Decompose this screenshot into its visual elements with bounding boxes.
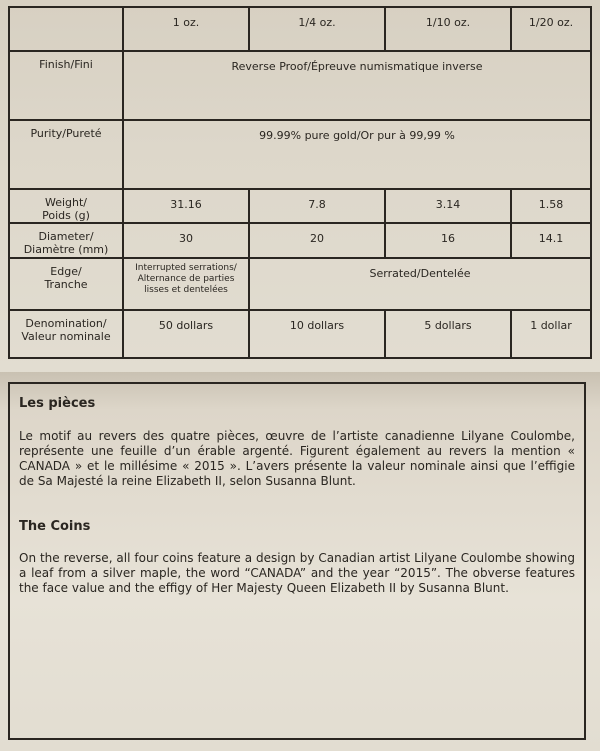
diameter-value: 14.1 [511,223,591,258]
purity-row [9,120,591,189]
finish-value: Reverse Proof/Épreuve numismatique inverse [123,51,591,119]
diameter-value: 16 [385,223,511,258]
finish-row [9,51,591,119]
column-header: 1/10 oz. [385,7,511,51]
edge-label-line: Tranche [44,278,88,292]
description-box [8,382,586,740]
diameter-label-line: Diameter/ [38,230,94,244]
header-row [9,7,591,51]
french-body: Le motif au revers des quatre pièces, œuvre de l’artiste canadienne Lilyane Coulombe, représente une feuille d’un érable argenté. Figurent également au revers la mention « CANADA » et le millésime « 2015 ». L’avers présente la valeur nominale ainsi que l’effigie de Sa Majesté la reine Elizabeth II, selon Susanna Blunt. [19,429,575,488]
denomination-label-line: Denomination/ [25,316,107,330]
column-header: 1/4 oz. [249,7,385,51]
weight-value: 3.14 [385,189,511,223]
denomination-value: 10 dollars [249,310,385,358]
weight-label-line: Poids (g) [42,209,90,223]
weight-row [9,189,591,223]
weight-value: 1.58 [511,189,591,223]
diameter-value: 20 [249,223,385,258]
diameter-value: 30 [123,223,249,258]
denomination-value: 5 dollars [385,310,511,358]
edge-first-line: lisses et dentelées [144,285,228,296]
purity-value: 99.99% pure gold/Or pur à 99,99 % [123,120,591,189]
purity-label: Purity/Pureté [9,120,123,189]
english-body: On the reverse, all four coins feature a design by Canadian artist Lilyane Coulombe showing a leaf from a silver maple, the word “CANADA” and the year “2015”. The obverse features the face value and the effigy of Her Majesty Queen Elizabeth II by Susanna Blunt. [19,551,575,595]
edge-row [9,258,591,309]
edge-first-line: Alternance de parties [137,274,235,285]
edge-label [9,258,123,309]
weight-label-line: Weight/ [44,196,88,210]
weight-label [9,189,123,223]
edge-first-line: Interrupted serrations/ [135,263,237,274]
column-header: 1 oz. [123,7,249,51]
denomination-label-line: Valeur nominale [21,329,111,343]
column-header: 1/20 oz. [511,7,591,51]
finish-label: Finish/Fini [9,51,123,119]
denomination-value: 1 dollar [511,310,591,358]
diameter-label [9,223,123,258]
english-title: The Coins [19,519,91,534]
french-title: Les pièces [19,396,96,411]
edge-value-rest: Serrated/Dentelée [249,258,591,309]
edge-value-first [123,258,249,309]
weight-value: 7.8 [249,189,385,223]
corner-cell [9,7,123,51]
weight-value: 31.16 [123,189,249,223]
denomination-label [9,310,123,358]
coin-spec-table [8,6,592,359]
diameter-label-line: Diamètre (mm) [23,243,109,257]
denomination-row [9,310,591,358]
denomination-value: 50 dollars [123,310,249,358]
diameter-row [9,223,591,258]
edge-label-line: Edge/ [50,265,82,279]
